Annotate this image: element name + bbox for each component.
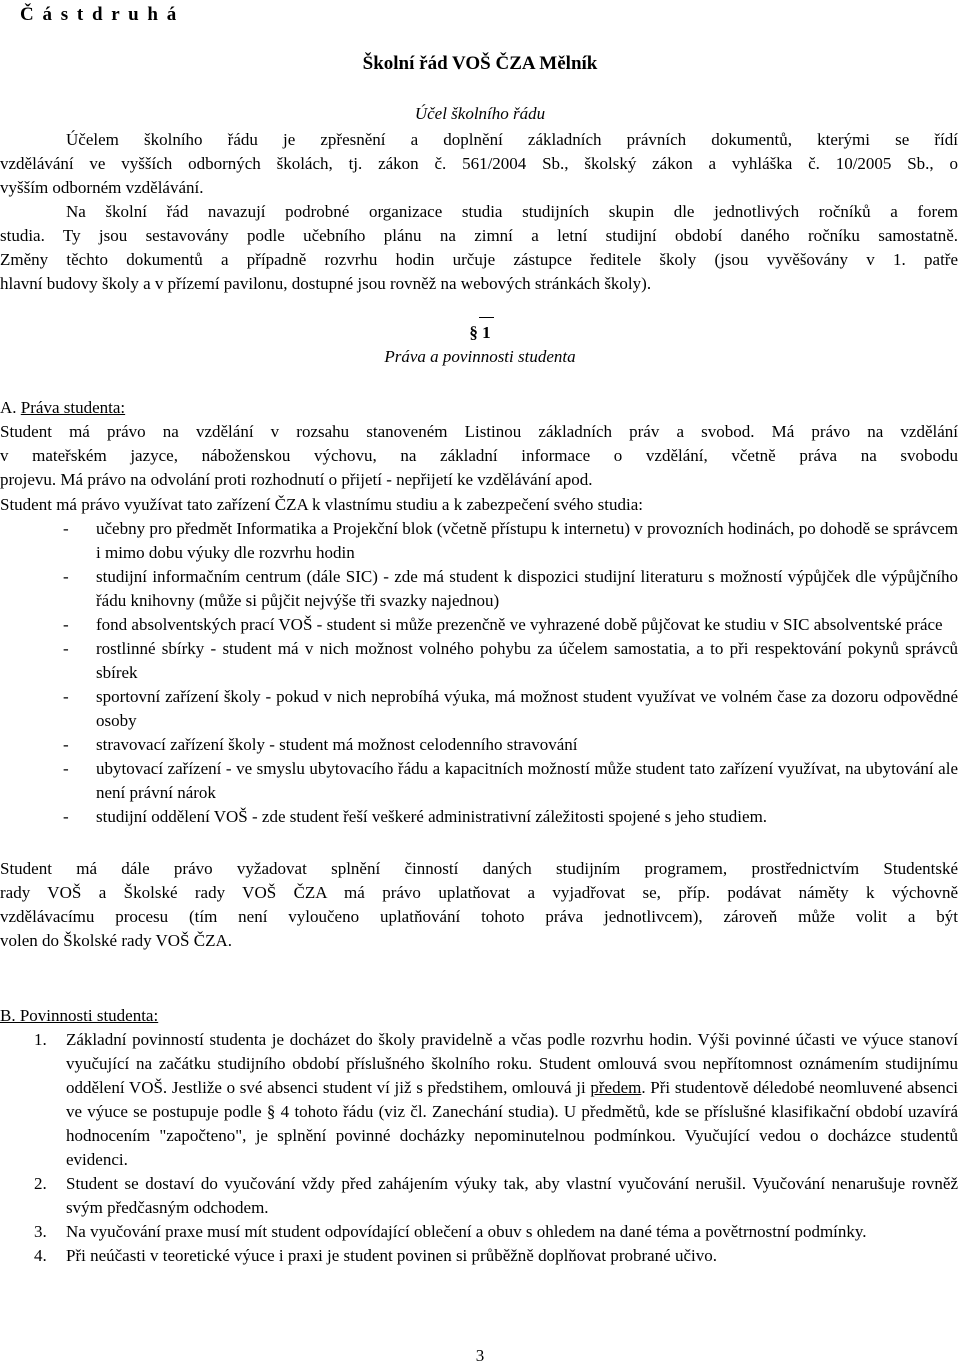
intro-paragraph-2 (0, 200, 960, 296)
facilities-list (63, 517, 958, 829)
intro-line: hlavní budovy školy a v přízemí pavilonu, dostupné jsou rovněž na webových stránkách školy). (0, 274, 652, 293)
duties-label: B. Povinnosti studenta: (0, 1006, 159, 1025)
list-item: 4. Při neúčasti v teoretické výuce i praxi je student povinen si průběžně doplňovat probrané učivo. (34, 1246, 717, 1265)
section-heading: Práva a povinnosti studenta (384, 347, 576, 366)
purpose-heading: Účel školního řádu (414, 104, 546, 123)
rights-line: rady VOŠ a Školské rady VOŠ ČZA má právo uplatňovat a vyjadřovat se, příp. podávat náměty k výchovně (0, 883, 958, 902)
list-item: - ubytovací zařízení - ve smyslu ubytovacího řádu a kapacitních možností může student tato zařízení využívat, na ubytování ale není právní nárok (63, 759, 958, 802)
rights-line: Student má dále právo vyžadovat splnění činností daných studijním programem, prostřednictvím Studentské (0, 859, 958, 878)
page-number: 3 (475, 1346, 485, 1365)
rights-paragraph-3 (0, 857, 960, 953)
section-number-value: 1 (482, 323, 491, 342)
list-item: - stravovací zařízení školy - student má možnost celodenního stravování (63, 735, 578, 754)
rights-label (0, 396, 960, 420)
list-item: - studijní oddělení VOŠ - zde student řeší veškeré administrativní záležitosti spojené s jeho studiem. (63, 807, 768, 826)
intro-line: Změny těchto dokumentů a případně rozvrhu hodin určuje zástupce ředitele školy (jsou vyvěšovány v 1. patře (0, 250, 958, 269)
intro-line: vyšším odborném vzdělávání. (0, 178, 204, 197)
rights-paragraph-1 (0, 420, 960, 492)
list-item: 1. Základní povinností studenta je docházet do školy pravidelně a včas podle rozvrhu hodin. Výši povinné účasti ve výuce stanoví vyučující na začátku studijního období příslušného školního roku. Student omlouvá svou nepřítomnost oznámením studijnímu oddělení VOŠ. Jestliže o své absenci student ví již s předstihem, omlouvá ji předem. Při studentově déledobé neomluvené absenci ve výuce se postupuje podle § 4 tohoto řádu (viz čl. Zanechání studia). U předmětů, kde se příslušné klasifikační období uzavírá hodnocením "započteno", je splnění povinné docházky nepominutelnou podmínkou. Vyučující vedou o docházce studentů evidenci. (34, 1030, 958, 1169)
list-item: - učebny pro předmět Informatika a Projekční blok (včetně přístupu k internetu) v provozních hodinách, po dohodě se správcem i mimo dobu výuky dle rozvrhu hodin (63, 519, 958, 562)
rights-line: Student má právo na vzdělání v rozsahu stanoveném Listinou základních práv a svobod. Má právo na vzdělání (0, 422, 958, 441)
list-item: - sportovní zařízení školy - pokud v nich neprobíhá výuka, má možnost student využívat ve volném čase za dozoru odpovědné osoby (63, 687, 958, 730)
list-item: 2. Student se dostaví do vyučování vždy před zahájením výuky tak, aby vlastní vyučování nerušil. Vyučování nenarušuje rovněž svým předčasným odchodem. (34, 1174, 958, 1217)
intro-line: Účelem školního řádu je zpřesnění a doplnění základních právních dokumentů, kterými se řídí (66, 130, 958, 149)
list-item: - studijní informačním centrum (dále SIC) - zde má student k dispozici studijní literaturu s možností výpůjček dle výpůjčního řádu knihovny (může si půjčit nejvýše tři svazky najednou) (63, 567, 958, 610)
list-item: - fond absolventských prací VOŠ - student si může prezenčně ve vyhrazené době půjčovat ke studiu v SIC absolventské práce (63, 615, 943, 634)
rights-line: vzdělávacímu procesu (tím není vyloučeno uplatňování tohoto práva jednotlivcem), zároveň může volit a být (0, 907, 958, 926)
intro-line: Na školní řád navazují podrobné organizace studia studijních skupin dle jednotlivých ročníků a forem (66, 202, 958, 221)
duties-list (30, 1028, 958, 1268)
rights-line: volen do Školské rady VOŠ ČZA. (0, 931, 233, 950)
intro-line: studia. Ty jsou sestavovány podle učebního plánu na zimní a letní studijní období daného ročníku samostatně. (0, 226, 958, 245)
list-item: 3. Na vyučování praxe musí mít student odpovídající oblečení a obuv s ohledem na dané téma a povětrnostní podmínky. (34, 1222, 867, 1241)
rights-line: v mateřském jazyce, náboženskou výchovu, na základní informace o vzdělání, včetně práva na svobodu (0, 446, 958, 465)
rights-paragraph-2: Student má právo využívat tato zařízení ČZA k vlastnímu studiu a k zabezpečení svého studia: (0, 495, 643, 514)
rights-line: projevu. Má právo na odvolání proti rozhodnutí o přijetí - nepřijetí ke vzdělávání apod. (0, 470, 593, 489)
section-number (0, 323, 960, 343)
list-item: - rostlinné sbírky - student má v nich možnost volného pohybu za účelem samostatia, a to při respektování pokynů správců sbírek (63, 639, 958, 682)
intro-line: vzdělávání ve vyšších odborných školách, tj. zákon č. 561/2004 Sb., školský zákon a vyhláška č. 10/2005 Sb., o (0, 154, 958, 173)
predem-link: předem (590, 1078, 642, 1097)
intro-paragraph-1 (0, 128, 960, 200)
rights-label-text: Práva studenta: (20, 398, 126, 417)
section-sign: § (469, 323, 478, 342)
part-heading: Č á s t d r u h á (20, 4, 179, 25)
rights-letter: A. (0, 398, 17, 417)
document-title: Školní řád VOŠ ČZA Mělník (362, 53, 598, 74)
